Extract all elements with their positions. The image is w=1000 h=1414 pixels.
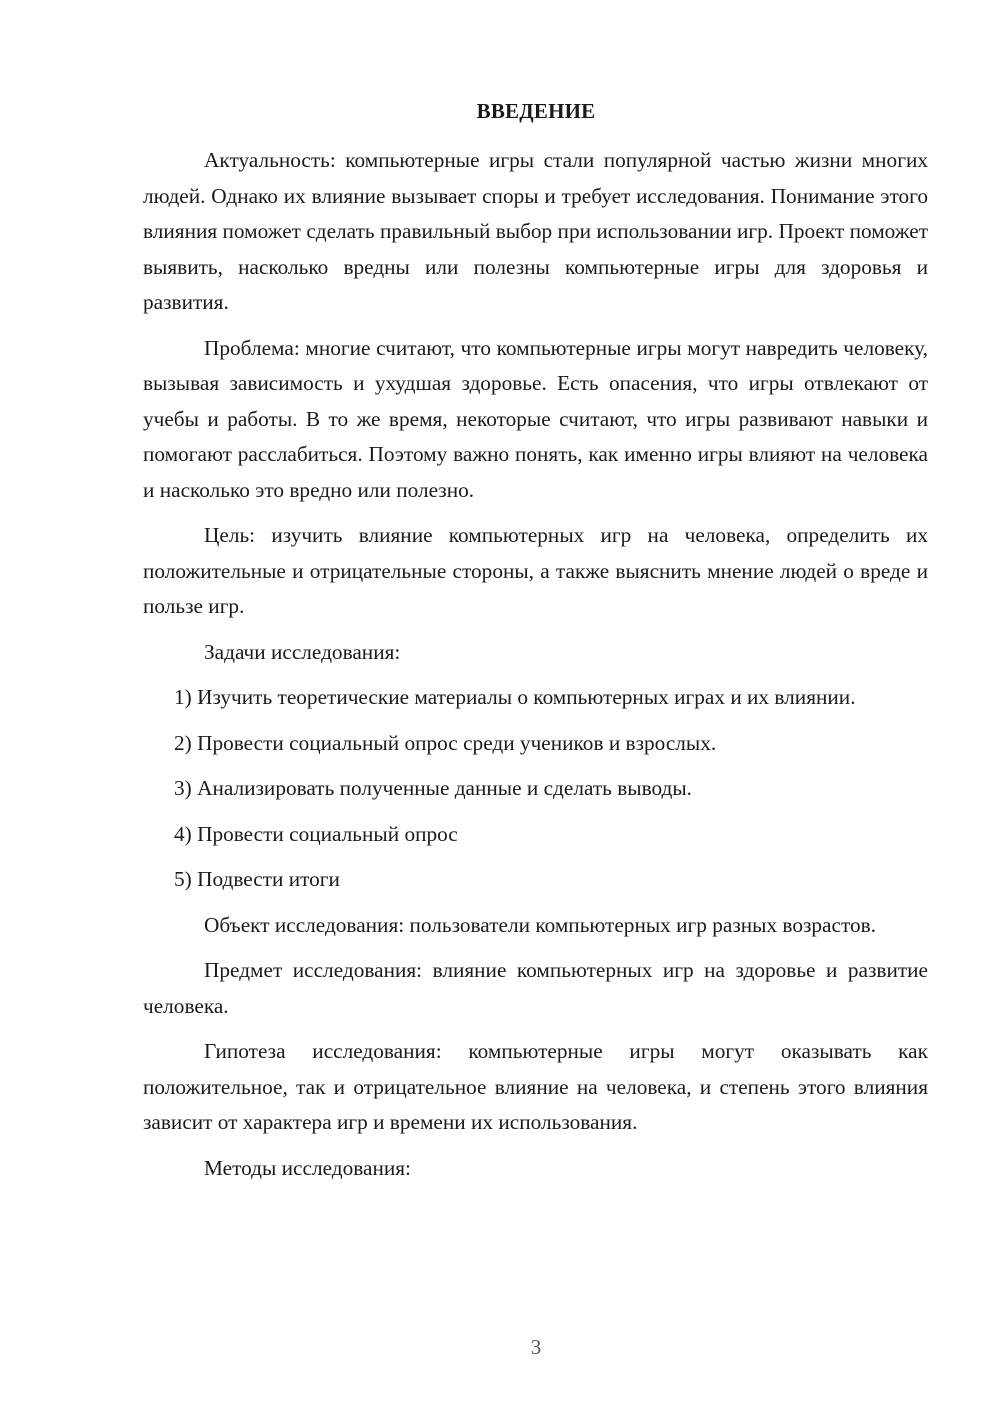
relevance-paragraph: Актуальность: компьютерные игры стали популярной частью жизни многих людей. Однако их влияние вызывает споры и требует исследования. Понимание этого влияния поможет сделать правильный выбор при использовании игр. Проект поможет выявить, насколько вредны или полезны компьютерные игры для здоровья и развития. (143, 148, 928, 314)
problem-paragraph: Проблема: многие считают, что компьютерные игры могут навредить человеку, вызывая зависимость и ухудшая здоровье. Есть опасения, что игры отвлекают от учебы и работы. В то же время, некоторые считают, что игры развивают навыки и помогают расслабиться. Поэтому важно понять, как именно игры влияют на человека и насколько это вредно или полезно. (143, 335, 928, 502)
task-item-3: 3) Анализировать полученные данные и сделать выводы. (174, 776, 692, 800)
task-item-4: 4) Провести социальный опрос (174, 821, 458, 846)
page-number: 3 (530, 1335, 542, 1359)
object-paragraph: Объект исследования: пользователи компьютерных игр разных возрастов. (204, 912, 877, 937)
task-item-5: 5) Подвести итоги (174, 867, 340, 891)
tasks-heading: Задачи исследования: (204, 639, 401, 664)
hypothesis-paragraph: Гипотеза исследования: компьютерные игры могут оказывать как положительное, так и отрицательное влияние на человека, и степень этого влияния зависит от характера игр и времени их использования. (143, 1039, 928, 1134)
task-item-1: 1) Изучить теоретические материалы о компьютерных играх и их влиянии. (174, 685, 856, 709)
methods-heading: Методы исследования: (204, 1155, 411, 1180)
goal-paragraph: Цель: изучить влияние компьютерных игр на человека, определить их положительные и отрицательные стороны, а также выяснить мнение людей о вреде и пользе игр. (143, 523, 928, 618)
subject-paragraph: Предмет исследования: влияние компьютерных игр на здоровье и развитие человека. (143, 958, 928, 1018)
task-item-2: 2) Провести социальный опрос среди учеников и взрослых. (174, 730, 717, 755)
page-title: ВВЕДЕНИЕ (476, 99, 596, 123)
document-body (143, 143, 928, 1196)
